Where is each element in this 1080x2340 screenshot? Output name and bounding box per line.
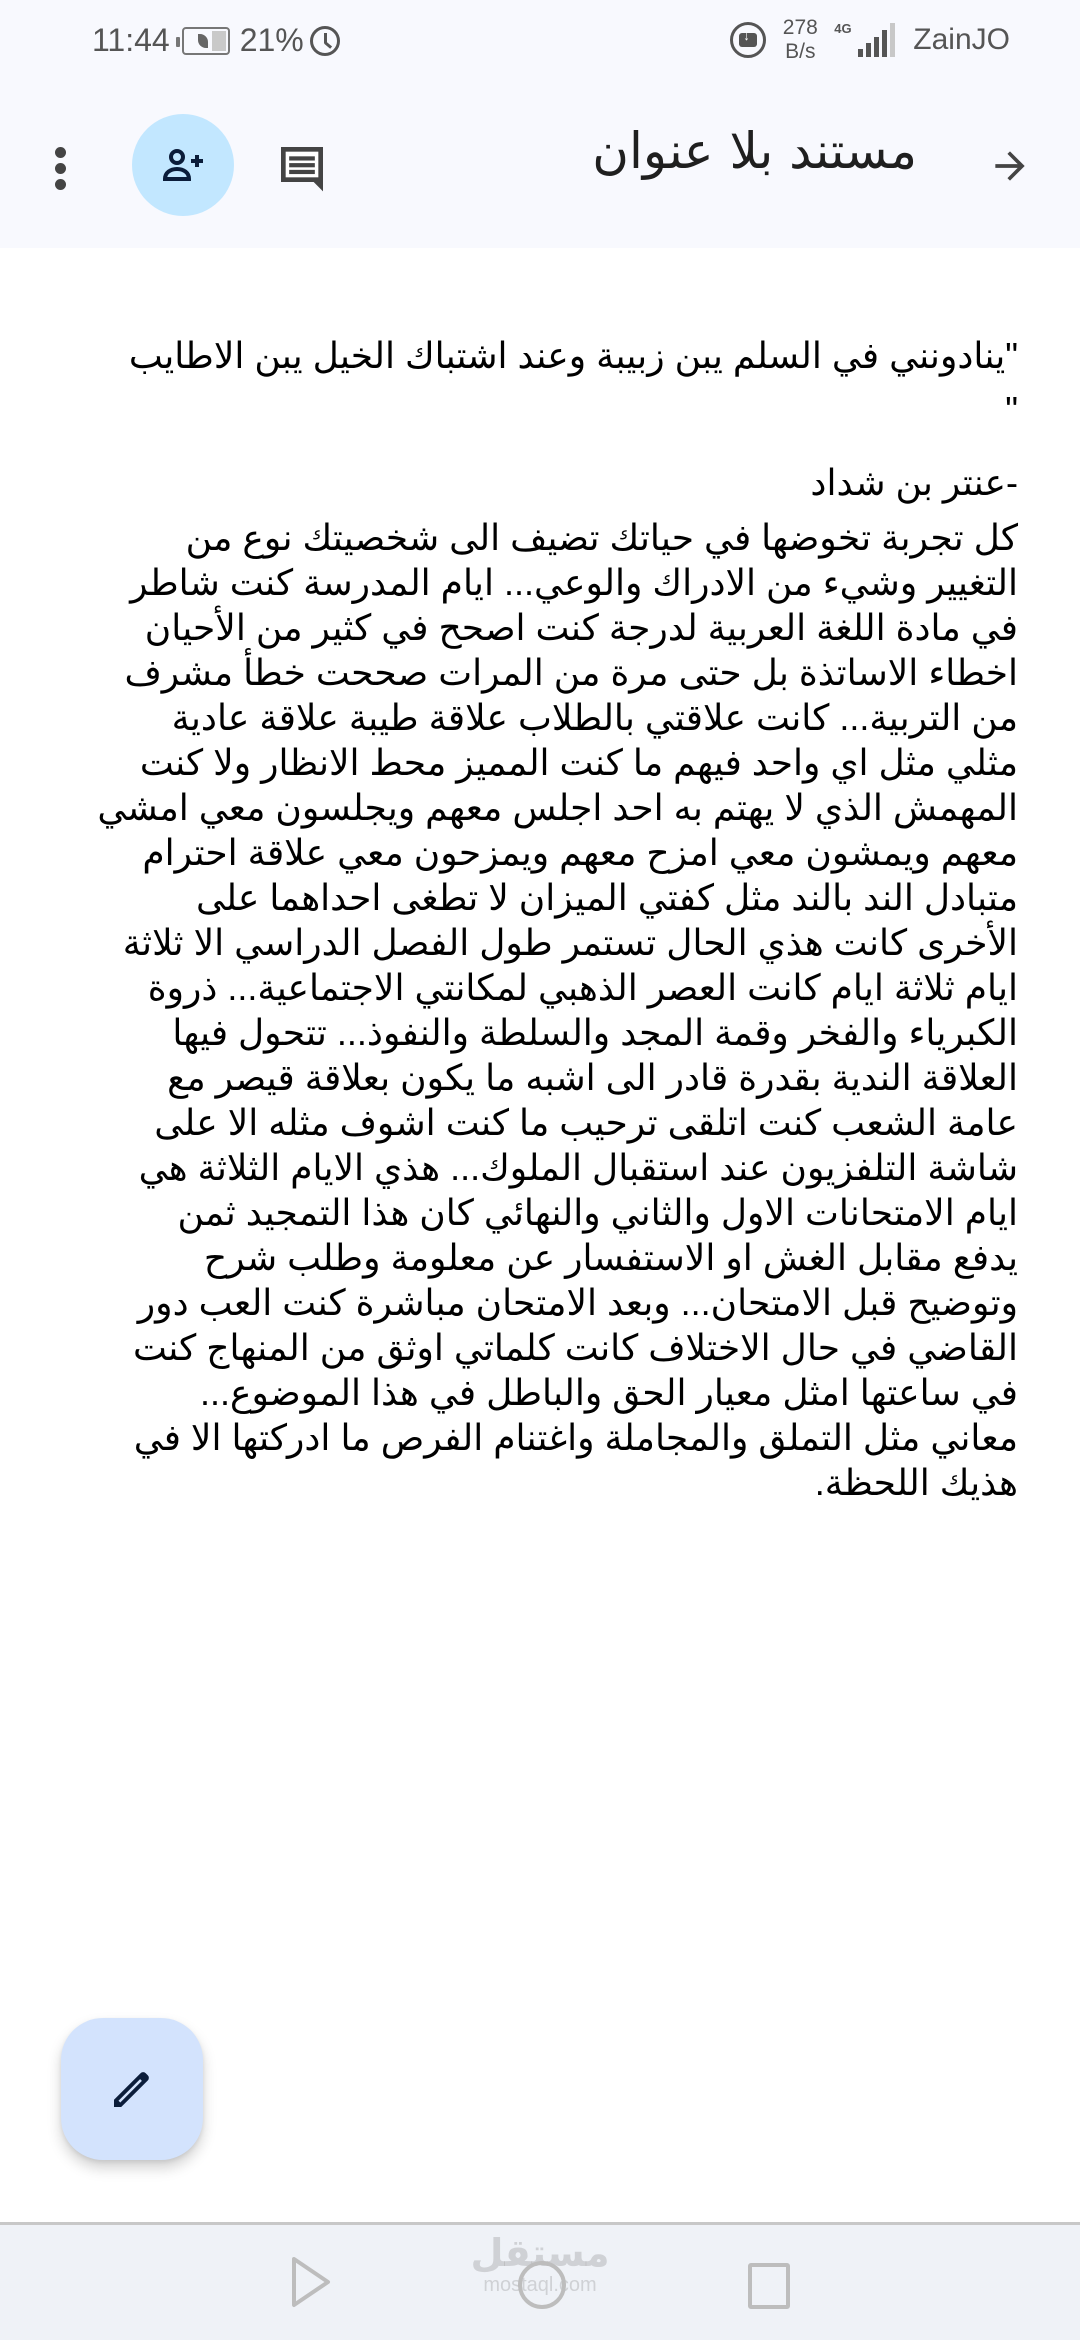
text-line: المهمش الذي لا يهتم به احد اجلس معهم ويجلسون معي امشي bbox=[97, 787, 1018, 828]
arrow-right-icon bbox=[988, 144, 1032, 188]
more-vert-icon bbox=[55, 147, 66, 158]
carrier-name: ZainJO bbox=[913, 23, 1010, 56]
comment-icon bbox=[274, 140, 330, 196]
text-line: معاني مثل التملق والمجاملة واغتنام الفرص ما ادركتها الا في bbox=[133, 1417, 1018, 1458]
comments-button[interactable] bbox=[270, 136, 334, 200]
status-bar bbox=[0, 0, 1080, 86]
net-speed bbox=[776, 16, 824, 64]
alarm-icon bbox=[310, 26, 340, 56]
text-line: وتوضيح قبل الامتحان... وبعد الامتحان مباشرة كنت العب دور bbox=[137, 1282, 1018, 1323]
download-icon bbox=[730, 22, 766, 58]
person-add-icon bbox=[159, 141, 207, 189]
text-line: شاشة التلفزيون عند استقبال الملوك... هذي الايام الثلاثة هي bbox=[138, 1147, 1018, 1188]
text-line: الكبرياء والفخر وقمة المجد والسلطة والنفوذ... تتحول فيها bbox=[172, 1012, 1018, 1053]
status-left bbox=[92, 22, 340, 59]
text-line: معهم ويمشون معي امزح معهم ويمزحون معي علاقة احترام bbox=[142, 832, 1018, 873]
text-line: القاضي في حال الاختلاف كانت كلماتي اوثق من المنهاج كنت bbox=[132, 1327, 1018, 1368]
text-line: ايام ثلاثة ايام كانت العصر الذهبي لمكانتي الاجتماعية... ذروة bbox=[147, 967, 1018, 1008]
text-line: في ساعتها امثل معيار الحق والباطل في هذا الموضوع... bbox=[199, 1372, 1018, 1413]
document-title[interactable]: مستند بلا عنوان bbox=[592, 122, 917, 180]
text-line: كل تجربة تخوضها في حياتك تضيف الى شخصيتك نوع من bbox=[185, 517, 1018, 558]
signal-icon bbox=[834, 23, 895, 57]
battery-percent: 21% bbox=[239, 22, 304, 58]
text-line: العلاقة الندية بقدرة قادر الى اشبه ما يكون بعلاقة قيصر مع bbox=[167, 1057, 1018, 1098]
net-speed-unit: B/s bbox=[785, 40, 816, 63]
recents-square-icon[interactable] bbox=[748, 2263, 790, 2309]
share-button[interactable] bbox=[132, 114, 234, 216]
text-line: " bbox=[1005, 389, 1018, 430]
text-line: متبادل الند بالند مثل كفتي الميزان لا تطغى احداهما على bbox=[196, 877, 1018, 918]
more-options-button[interactable] bbox=[40, 136, 80, 200]
edit-pencil-icon bbox=[105, 2062, 159, 2116]
text-line: "ينادونني في السلم يبن زبيبة وعند اشتباك الخيل يبن الاطايب bbox=[128, 335, 1018, 376]
watermark: مستقل mostaql.com bbox=[470, 2231, 610, 2296]
system-nav-bar bbox=[0, 2222, 1080, 2340]
text-line: مثلي مثل اي واحد فيهم ما كنت المميز محط الانظار ولا كنت bbox=[139, 742, 1018, 783]
status-right bbox=[730, 16, 1010, 64]
battery-saver-icon bbox=[182, 27, 230, 55]
text-line: -عنتر بن شداد bbox=[810, 462, 1018, 503]
home-circle-icon[interactable] bbox=[518, 2261, 566, 2309]
back-triangle-icon bbox=[290, 2255, 334, 2309]
nav-back-button[interactable] bbox=[290, 2255, 334, 2314]
text-line: من التربية... كانت علاقتي بالطلاب علاقة طيبة علاقة عادية bbox=[171, 697, 1018, 738]
text-line: في مادة اللغة العربية لدرجة كنت اصحح في كثير من الأحيان bbox=[144, 607, 1018, 648]
text-line: عامة الشعب كنت اتلقى ترحيب ما كنت اشوف مثله الا على bbox=[154, 1102, 1018, 1143]
clock: 11:44 bbox=[92, 22, 170, 58]
back-button[interactable] bbox=[980, 136, 1040, 196]
edit-fab-button[interactable] bbox=[61, 2018, 203, 2160]
app-bar bbox=[0, 86, 1080, 248]
network-type: 4G bbox=[834, 21, 852, 36]
net-speed-value: 278 bbox=[782, 16, 818, 39]
text-line: ايام الامتحانات الاول والثاني والنهائي كان هذا التمجيد ثمن bbox=[177, 1192, 1018, 1233]
document-body[interactable] bbox=[0, 248, 1080, 2222]
text-line: الأخرى كانت هذي الحال تستمر طول الفصل الدراسي الا ثلاثة bbox=[122, 922, 1018, 963]
text-line: يدفع مقابل الغش او الاستفسار عن معلومة وطلب شرح bbox=[203, 1237, 1018, 1278]
text-line: التغيير وشيء من الادراك والوعي... ايام المدرسة كنت شاطر bbox=[130, 562, 1018, 603]
text-line: اخطاء الاساتذة بل حتى مرة من المرات صححت خطأ مشرف bbox=[124, 652, 1018, 693]
text-line: هذيك اللحظة. bbox=[814, 1462, 1018, 1503]
